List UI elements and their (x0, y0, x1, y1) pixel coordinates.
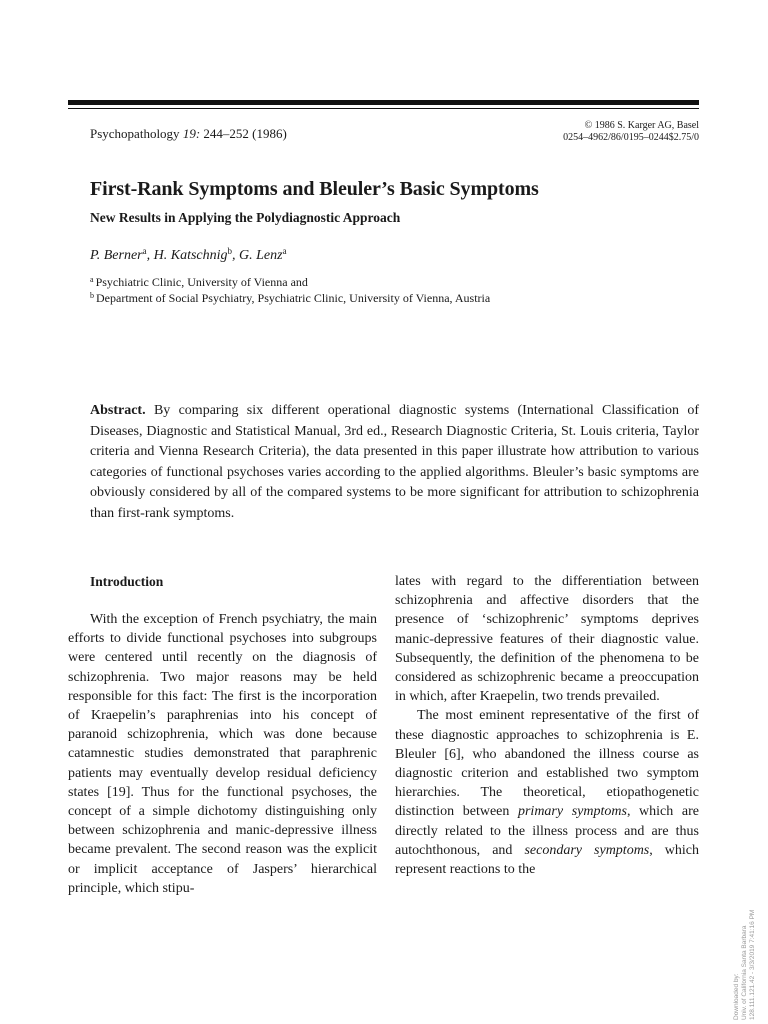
paragraph-text: , which represent reactions to the (395, 842, 699, 878)
body-paragraph: With the exception of French psychiatry, the main efforts to divide functional psychoses into subgroups were centered until recently on the diagnosis of schizophrenia. Two major reasons may be held responsible for this fact: The first is the incorporation of Kraepelin’s paraphrenias into his concept of paranoid schizophrenia, which was done because catamnestic studies demonstrated that paraphrenic patients may eventually develop residual deficiency states [19]. Thus for the functional psychoses, the concept of a simple dichotomy distinguishing only between schizophrenia and manic-depressive illness became prevalent. The second reason was the explicit or implicit acceptance of Jaspers’ hierarchical principle, which stipu- (68, 612, 377, 896)
watermark-line: Downloaded by: (733, 973, 740, 1020)
journal-pages: 244–252 (1986) (203, 126, 287, 141)
header-rule-thin (68, 108, 699, 109)
author-affil-mark: a (282, 246, 287, 256)
affiliation (90, 291, 490, 306)
affiliation (90, 275, 308, 290)
abstract-text: By comparing six different operational diagnostic systems (International Classification of Diseases, Diagnostic and Statistical Manual, 3rd ed., Research Diagnostic Criteria, St. Louis criteria, Taylor criteria and Vienna Research Criteria), the data presented in this paper illustrate how attribution to various categories of functional psychoses varies according to the applied algorithms. Bleuler’s basic symptoms are obviously considered by all of the compared systems to be more significant for attribution to schizophrenia than first-rank symptoms. (90, 403, 699, 521)
author-list: P. Berner$^a$, H. Katschnig$^b$, G. Lenz$^a$ (90, 246, 287, 263)
header-rule-thick (68, 100, 699, 105)
author-name: P. Berner (90, 248, 143, 263)
copyright-line: © 1986 S. Karger AG, Basel (584, 120, 699, 131)
emphasis-term: secondary symptoms (524, 842, 650, 858)
journal-name: Psychopathology (90, 126, 180, 141)
copyright-block (563, 120, 699, 144)
body-paragraph: lates with regard to the differentiation between schizophrenia and affective disorders that the presence of ‘schizophrenic’ symptoms deprives manic-depressive features of their diagnostic value. Subsequently, the definition of the phenomena to be considered as schizophrenic became a preoccupation in which, after Kraepelin, two trends prevailed. (395, 574, 699, 705)
body-column-right (395, 572, 699, 879)
watermark-line: Univ. of California Santa Barbara (741, 925, 748, 1020)
affiliation-mark: a (90, 275, 94, 284)
article-subtitle: New Results in Applying the Polydiagnostic Approach (90, 210, 401, 225)
author-name: H. Katschnig (153, 248, 228, 263)
abstract (90, 401, 699, 525)
section-heading: Introduction (90, 574, 164, 589)
journal-citation (90, 126, 287, 142)
watermark-line: 128.111.121.42 - 3/3/2019 7:41:16 PM (749, 909, 756, 1020)
emphasis-term: primary symptoms (517, 804, 627, 820)
affiliation-mark: b (90, 291, 94, 300)
author-affil-mark: a (142, 246, 147, 256)
journal-volume: 19: (182, 126, 201, 141)
author-name: G. Lenz (239, 248, 283, 263)
issn-line: 0254–4962/86/0195–0244$2.75/0 (563, 132, 699, 143)
body-paragraph (395, 706, 699, 879)
paragraph-text: , which are directly related to the illness process and are thus autochthonous, and (395, 804, 699, 858)
body-column-left (68, 572, 377, 898)
paragraph-text: The most eminent representative of the first of these diagnostic approaches to schizophrenia is E. Bleuler [6], who abandoned the illness course as diagnostic criterion and established two symptom hierarchies. The theoretical, etiopathogenetic distinction between (395, 708, 699, 820)
download-watermark (733, 910, 757, 1020)
article-title: First-Rank Symptoms and Bleuler’s Basic Symptoms (90, 178, 539, 200)
affiliation-text: Psychiatric Clinic, University of Vienna and (95, 275, 308, 289)
author-affil-mark: b (227, 246, 233, 256)
abstract-label: Abstract. (90, 403, 146, 418)
affiliation-text: Department of Social Psychiatry, Psychiatric Clinic, University of Vienna, Austria (96, 291, 491, 305)
